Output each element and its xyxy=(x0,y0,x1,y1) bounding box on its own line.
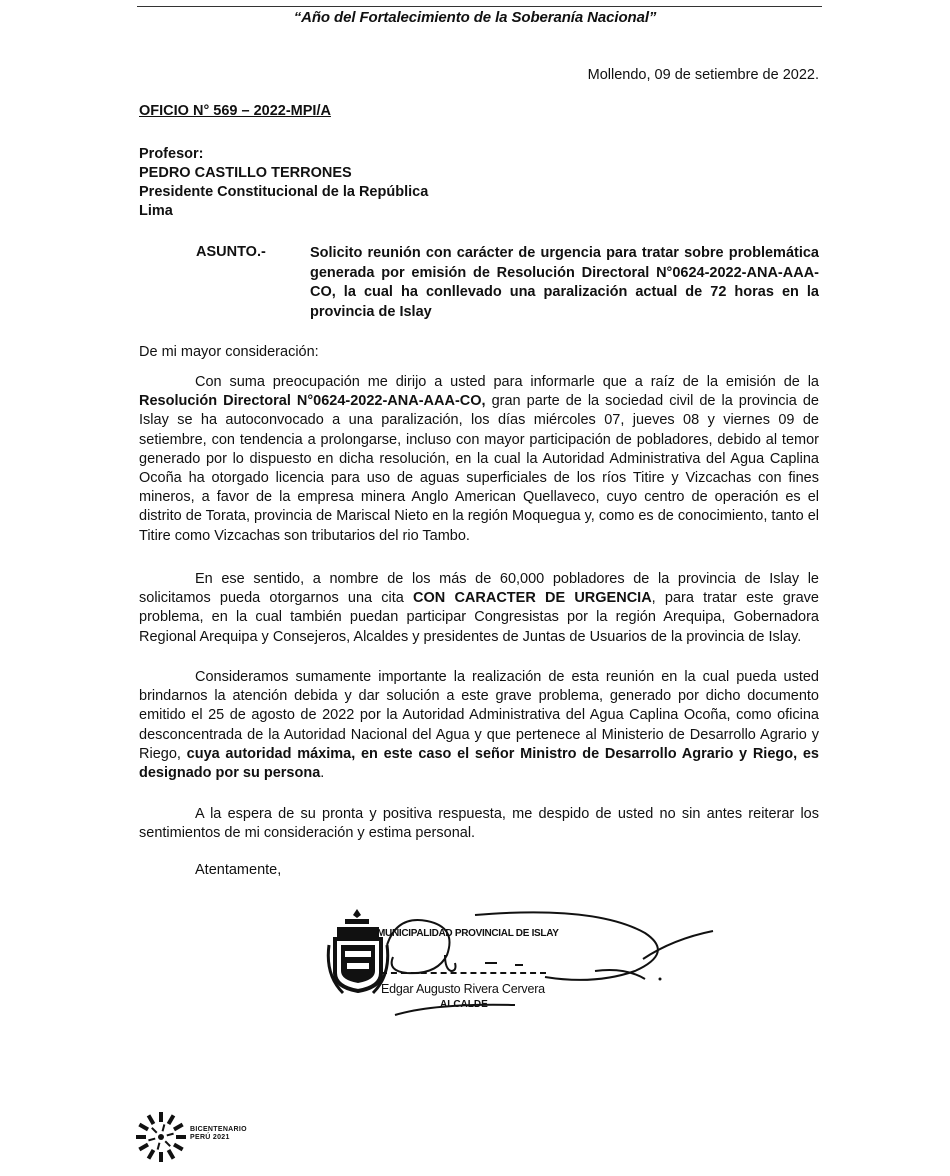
paragraph-text: . xyxy=(320,765,325,782)
stamp-institution: MUNICIPALIDAD PROVINCIAL DE ISLAY xyxy=(377,928,559,939)
reference-number: OFICIO N° 569 – 2022-MPI/A xyxy=(139,103,331,119)
salutation: De mi mayor consideración: xyxy=(139,344,319,360)
paragraph-text: , para tratar este grave problema, en la cual también puedan participar Congresistas por la región Arequipa, Gobernadora Regional Arequipa y Consejeros, Alcaldes y presidentes de Juntas de Usuarios de la provincia de Islay. xyxy=(139,590,819,645)
body-paragraph-4: A la espera de su pronta y positiva respuesta, me despido de usted no sin antes reiterar los sentimientos de mi consideración y estima personal. xyxy=(139,806,819,842)
recipient-position: Presidente Constitucional de la República xyxy=(139,184,429,200)
recipient-name: PEDRO CASTILLO TERRONES xyxy=(139,165,352,181)
subject-text: Solicito reunión con carácter de urgencia para tratar sobre problemática generada por emisión de Resolución Directoral N°0624-2022-ANA-AAA-CO, la cual ha conllevado una paralización actual de 72 horas en la provincia de Islay xyxy=(310,245,819,320)
coat-of-arms-icon xyxy=(328,909,387,993)
paragraph-text: En ese sentido, a nombre de los más de 60,000 pobladores de la provincia de Islay le solicitamos pueda otorgarnos una cita xyxy=(139,571,819,607)
signature-graphic xyxy=(325,905,745,1025)
paragraph-text: Con suma preocupación me dirijo a usted para informarle que a raíz de la emisión de la xyxy=(195,374,819,390)
logo-line-1: BICENTENARIO xyxy=(190,1126,247,1133)
paragraph-text: gran parte de la sociedad civil de la provincia de Islay se ha autoconvocado a una paralización, los días miércoles 07, jueves 08 y viernes 09 de setiembre, con tendencia a prolongarse, incluso con mayor participación de pobladores, debido al temor generado por lo dispuesto en dicha resolución, en la cual la Autoridad Administrativa del Agua Caplina Ocoña ha otorgado licencia para uso de aguas superficiales de los ríos Titire y Vizcachas con fines mineros, a favor de la empresa minera Anglo American Quellaveco, cuyo centro de operación es el distrito de Torata, provincia de Mariscal Nieto en la región Moquegua y, como es de conocimiento, tanto el Titire como Vizcachas son tributarios del rio Tambo. xyxy=(139,393,819,544)
header-rule xyxy=(137,6,822,7)
date-line: Mollendo, 09 de setiembre de 2022. xyxy=(587,67,819,83)
signature-dashed-line xyxy=(381,972,546,974)
paragraph-bold-text: Resolución Directoral N°0624-2022-ANA-AAA-CO, xyxy=(139,393,486,410)
paragraph-bold-text: cuya autoridad máxima, en este caso el señor Ministro de Desarrollo Agrario y Riego, es designado por su persona xyxy=(139,745,819,782)
body-paragraph-3 xyxy=(139,668,819,783)
logo-line-2: PERÚ 2021 xyxy=(190,1134,230,1141)
paragraph-bold-text: CON CARACTER DE URGENCIA xyxy=(413,590,652,607)
body-paragraph-1 xyxy=(139,373,819,546)
signer-name: Edgar Augusto Rivera Cervera xyxy=(381,982,545,996)
paragraph-text: Consideramos sumamente importante la realización de esta reunión en la cual pueda usted brindarnos la atención debida y dar solución a este grave problema, generado por dicho documento emitido el 25 de agosto de 2022 por la Autoridad Administrativa del Agua Caplina Ocoña, como oficina desconcentrada de la Autoridad Nacional del Agua y que pertenece al Ministerio de Desarrollo Agrario y Riego, xyxy=(139,669,819,762)
bicentenario-logo-text xyxy=(190,1126,247,1142)
bicentenario-logo-icon xyxy=(135,1108,187,1166)
subject-label: ASUNTO.- xyxy=(196,244,266,260)
body-paragraph-2 xyxy=(139,570,819,647)
recipient-title: Profesor: xyxy=(139,146,204,162)
recipient-block xyxy=(139,145,428,221)
year-motto: “Año del Fortalecimiento de la Soberanía Nacional” xyxy=(293,9,657,26)
closing-phrase: Atentamente, xyxy=(195,862,282,878)
signer-role: ALCALDE xyxy=(440,999,488,1010)
recipient-city: Lima xyxy=(139,203,173,219)
